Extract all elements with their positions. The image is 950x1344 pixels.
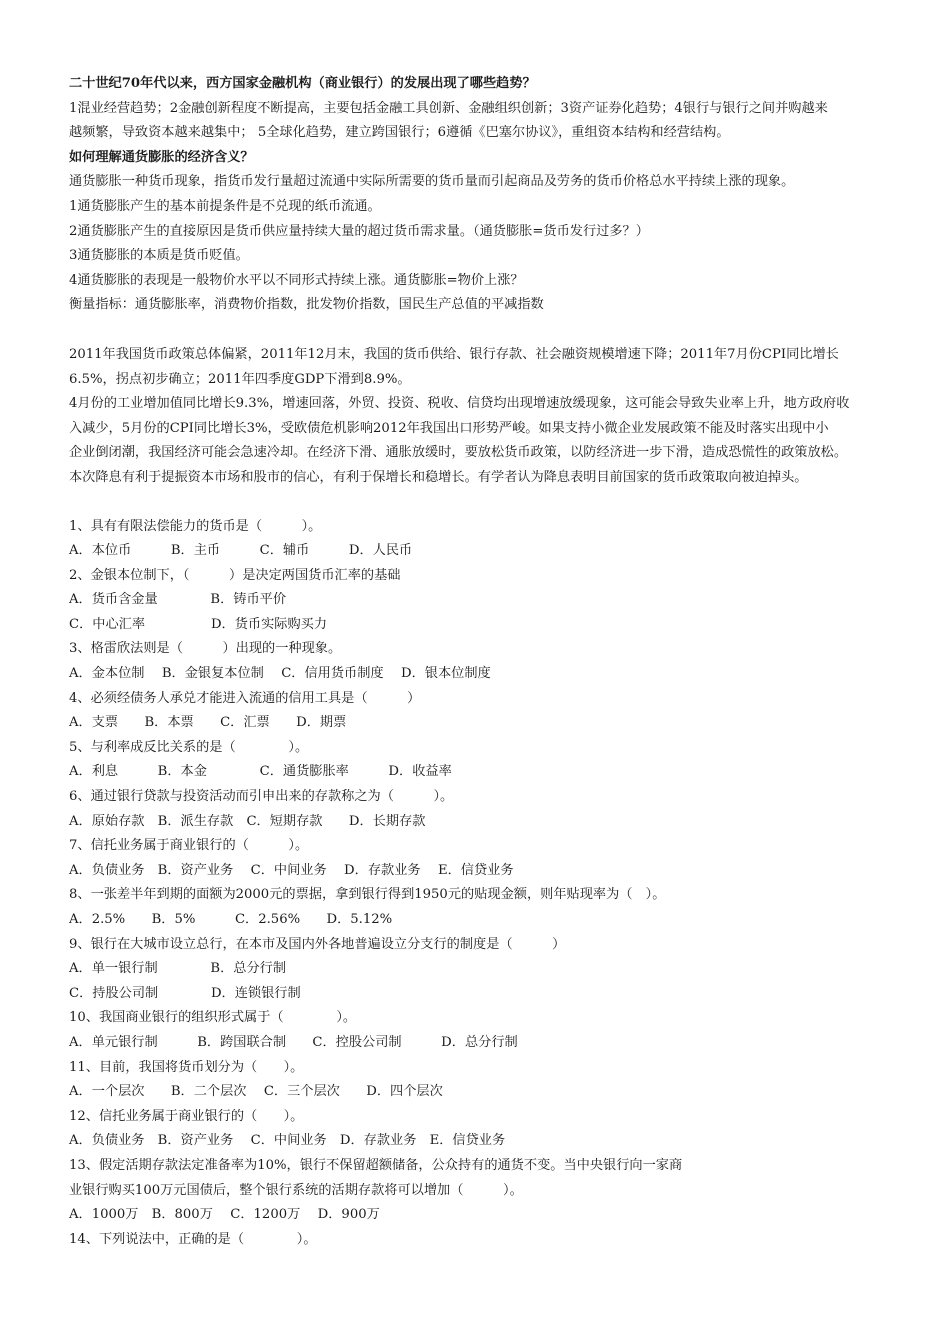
question-line: 业银行购买100万元国债后，整个银行系统的活期存款将可以增加（ ）。 xyxy=(69,1182,523,1198)
answer-line: 3通货膨胀的本质是货币贬值。 xyxy=(69,248,249,264)
options-line: A．1000万 B．800万 C．1200万 D．900万 xyxy=(69,1207,380,1223)
answer-line: 衡量指标：通货膨胀率，消费物价指数，批发物价指数，国民生产总值的平减指数 xyxy=(69,297,544,313)
options-line: A．利息 B．本金 C．通货膨胀率 D．收益率 xyxy=(69,764,452,780)
question-line: 12、信托业务属于商业银行的（ ）。 xyxy=(69,1108,304,1124)
question-line: 3、格雷欣法则是（ ）出现的一种现象。 xyxy=(69,641,342,657)
options-line: A．支票 B．本票 C．汇票 D．期票 xyxy=(69,715,347,731)
options-line: C．持股公司制 D．连锁银行制 xyxy=(69,985,301,1001)
answer-line: 越频繁，导致资本越来越集中； 5全球化趋势，建立跨国银行；6遵循《巴塞尔协议》，重组资本结构和经营结构。 xyxy=(69,125,730,141)
options-line: A．原始存款 B．派生存款 C．短期存款 D．长期存款 xyxy=(69,813,426,829)
answer-line: 1通货膨胀产生的基本前提条件是不兑现的纸币流通。 xyxy=(69,198,381,214)
paragraph-spacer xyxy=(69,318,889,343)
options-line: A．单一银行制 B．总分行制 xyxy=(69,961,287,977)
options-line: A．本位币 B．主币 C．辅币 D．人民币 xyxy=(69,543,413,559)
question-line: 7、信托业务属于商业银行的（ ）。 xyxy=(69,838,309,854)
question-line: 8、一张差半年到期的面额为2000元的票据，拿到银行得到1950元的贴现金额，则年贴现率为（ ）。 xyxy=(69,887,666,903)
options-line: A．2.5% B．5% C．2.56% D．5.12% xyxy=(69,912,393,927)
question-line: 14、下列说法中，正确的是（ ）。 xyxy=(69,1231,317,1247)
question-line: 13、假定活期存款法定准备率为10%，银行不保留超额储备，公众持有的通货不变。当中央银行向一家商 xyxy=(69,1157,683,1173)
question-list xyxy=(69,515,889,1253)
question-line: 2、金银本位制下，（ ）是决定两国货币汇率的基础 xyxy=(69,567,401,583)
question-line: 4、必须经债务人承兑才能进入流通的信用工具是（ ） xyxy=(69,690,421,706)
paragraph-spacer xyxy=(69,491,889,515)
options-line: C．中心汇率 D．货币实际购买力 xyxy=(69,616,328,632)
question-line: 10、我国商业银行的组织形式属于（ ）。 xyxy=(69,1010,357,1026)
options-line: A．一个层次 B．二个层次 C．三个层次 D．四个层次 xyxy=(69,1084,443,1100)
paragraph-line: 6.5%，拐点初步确立；2011年四季度GDP下滑到8.9%。 xyxy=(69,371,411,387)
question-line: 5、与利率成反比关系的是（ ）。 xyxy=(69,739,309,755)
options-line: A．金本位制 B．金银复本位制 C．信用货币制度 D．银本位制度 xyxy=(69,666,491,682)
answer-line: 2通货膨胀产生的直接原因是货币供应量持续大量的超过货币需求量。（通货膨胀=货币发行过多？） xyxy=(69,223,649,239)
document-page xyxy=(69,72,889,1252)
answer-line: 1混业经营趋势；2金融创新程度不断提高，主要包括金融工具创新、金融组织创新；3资产证券化趋势；4银行与银行之间并购越来 xyxy=(69,100,828,116)
paragraph-line: 本次降息有利于提振资本市场和股市的信心，有利于保增长和稳增长。有学者认为降息表明目前国家的货币政策取向被迫掉头。 xyxy=(69,469,808,485)
question-line: 9、银行在大城市设立总行，在本市及国内外各地普遍设立分支行的制度是（ ） xyxy=(69,936,566,952)
paragraph-line: 4月份的工业增加值同比增长9.3%，增速回落，外贸、投资、税收、信贷均出现增速放缓现象，这可能会导致失业率上升，地方政府收 xyxy=(69,396,850,412)
paragraph-line: 2011年我国货币政策总体偏紧，2011年12月末，我国的货币供给、银行存款、社会融资规模增速下降；2011年7月份CPI同比增长 xyxy=(69,346,839,362)
options-line: A．单元银行制 B．跨国联合制 C．控股公司制 D．总分行制 xyxy=(69,1034,518,1050)
options-line: A．货币含金量 B．铸币平价 xyxy=(69,592,287,608)
options-line: A．负债业务 B．资产业务 C．中间业务 D．存款业务 E．信贷业务 xyxy=(69,862,514,878)
paragraph-line: 企业倒闭潮，我国经济可能会急速冷却。在经济下滑、通胀放缓时，要放松货币政策，以防经济进一步下滑，造成恐慌性的政策放松。 xyxy=(69,445,848,461)
paragraph-line: 入减少，5月份的CPI同比增长3%，受欧债危机影响2012年我国出口形势严峻。如果支持小微企业发展政策不能及时落实出现中小 xyxy=(69,420,829,436)
options-line: A．负债业务 B．资产业务 C．中间业务 D．存款业务 E．信贷业务 xyxy=(69,1133,506,1149)
question-heading-inflation: 如何理解通货膨胀的经济含义？ xyxy=(69,149,254,165)
question-heading-trends: 二十世纪70年代以来，西方国家金融机构（商业银行）的发展出现了哪些趋势？ xyxy=(69,76,536,91)
answer-line: 通货膨胀一种货币现象，指货币发行量超过流通中实际所需要的货币量而引起商品及劳务的货币价格总水平持续上涨的现象。 xyxy=(69,174,795,190)
question-line: 1、具有有限法偿能力的货币是（ ）。 xyxy=(69,518,322,534)
question-line: 6、通过银行贷款与投资活动而引申出来的存款称之为（ ）。 xyxy=(69,789,454,805)
question-line: 11、目前，我国将货币划分为（ ）。 xyxy=(69,1059,304,1075)
answer-line: 4通货膨胀的表现是一般物价水平以不同形式持续上涨。通货膨胀=物价上涨？ xyxy=(69,272,524,288)
